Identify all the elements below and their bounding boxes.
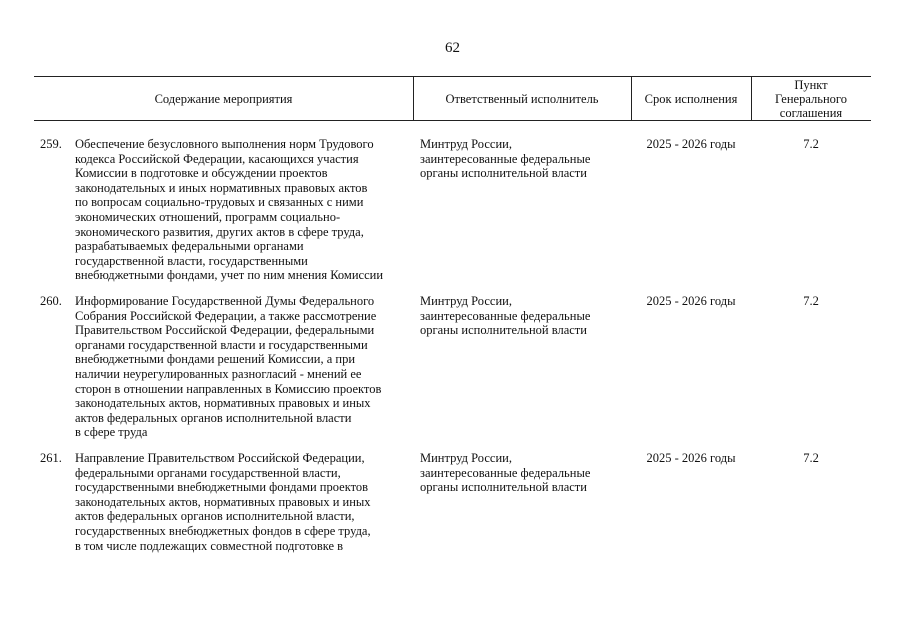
table-row (34, 294, 871, 451)
header-point: Пункт Генерального соглашения (775, 77, 847, 120)
row-responsible: Минтруд России, заинтересованные федеральные органы исполнительной власти (420, 137, 591, 181)
page-number: 62 (445, 40, 460, 56)
row-term: 2025 - 2026 годы (646, 451, 736, 465)
header-content: Содержание мероприятия (154, 91, 293, 106)
table-body (34, 137, 871, 571)
row-content: Обеспечение безусловного выполнения норм Трудового кодекса Российской Федерации, касающихся участия Комиссии в подготовке и обсуждении проектов законодательных и иных нормативных правовых актов по вопросам социально-трудовых и связанных с ними экономических отношений, программ социально- экономического развития, других актов в сфере труда, разрабатываемых федеральными органами государственной власти, государственными внебюджетными фондами, учет по ним мнения Комиссии (75, 137, 384, 283)
row-point: 7.2 (803, 137, 819, 151)
row-responsible: Минтруд России, заинтересованные федеральные органы исполнительной власти (420, 451, 591, 495)
row-content: Направление Правительством Российской Федерации, федеральными органами государственной власти, государственными внебюджетными фондами проектов законодательных актов, нормативных правовых и иных актов федеральных органов исполнительной власти, государственных внебюджетных фондов в сфере труда, в том числе подлежащих совместной подготовке в (75, 451, 371, 553)
row-term: 2025 - 2026 годы (646, 137, 736, 151)
row-number: 261. (40, 451, 62, 465)
row-responsible: Минтруд России, заинтересованные федеральные органы исполнительной власти (420, 294, 591, 338)
table-row (34, 137, 871, 294)
row-content: Информирование Государственной Думы Федерального Собрания Российской Федерации, а также рассмотрение Правительством Российской Федерации, федеральными органами государственной власти и государственными внебюджетными фондами решений Комиссии, а при наличии неурегулированных разногласий - мнений ее сторон в отношении направленных в Комиссию проектов законодательных актов, нормативных правовых и иных актов федеральных органов исполнительной власти в сфере труда (75, 294, 382, 440)
row-point: 7.2 (803, 294, 819, 308)
row-number: 260. (40, 294, 62, 308)
row-point: 7.2 (803, 451, 819, 465)
row-number: 259. (40, 137, 62, 151)
row-term: 2025 - 2026 годы (646, 294, 736, 308)
header-responsible: Ответственный исполнитель (445, 91, 599, 106)
table-row (34, 451, 871, 571)
header-term: Срок исполнения (644, 91, 738, 106)
table-header (34, 76, 871, 121)
